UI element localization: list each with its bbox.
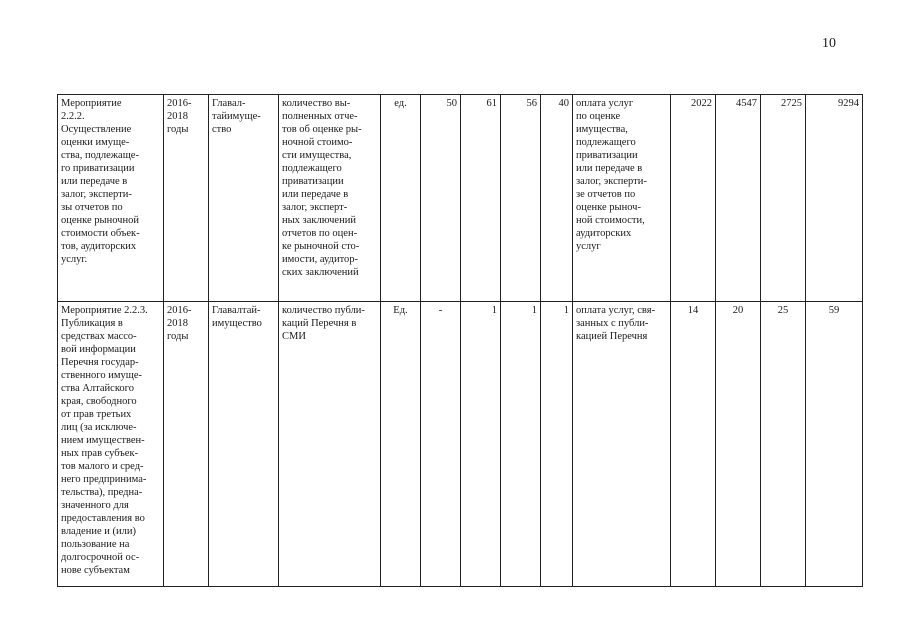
funding-total-cell: 59 [806, 302, 863, 587]
expense-cell: оплата услуг по оценке имущества, подлежащего приватизации или передаче в залог, эксперти- зе отчетов по оценке рыноч- ной стоимости, аудиторских услуг [573, 95, 671, 302]
indicator-value-cell: 56 [501, 95, 541, 302]
funding-total-cell: 9294 [806, 95, 863, 302]
indicator-value-cell: 40 [541, 95, 573, 302]
indicator-value-cell: 50 [421, 95, 461, 302]
indicator-value-cell: 61 [461, 95, 501, 302]
table-row [58, 95, 863, 302]
indicator-value-cell: - [421, 302, 461, 587]
indicator-value-cell: 1 [501, 302, 541, 587]
funding-value-cell: 4547 [716, 95, 761, 302]
funding-value-cell: 2725 [761, 95, 806, 302]
indicator-value-cell: 1 [461, 302, 501, 587]
unit-cell: ед. [381, 95, 421, 302]
measure-cell: Мероприятие 2.2.2. Осуществление оценки имуще- ства, подлежаще- го приватизации или передаче в залог, эксперти- зы отчетов по оценке рыночной стоимости объек- тов, аудиторских услуг. [58, 95, 164, 302]
measure-cell: Мероприятие 2.2.3. Публикация в средствах массо- вой информации Перечня государ- ственного имуще- ства Алтайского края, свободного от прав третьих лиц (за исключе- нием имуществен- ных прав субъек- тов малого и сред- него предпринима- тельства), предна- значенного для предоставления во владение и (или) пользование на долгосрочной ос- нове субъектам [58, 302, 164, 587]
unit-cell: Ед. [381, 302, 421, 587]
funding-value-cell: 25 [761, 302, 806, 587]
funding-value-cell: 14 [671, 302, 716, 587]
indicator-value-cell: 1 [541, 302, 573, 587]
period-cell: 2016- 2018 годы [164, 302, 209, 587]
indicator-cell: количество публи- каций Перечня в СМИ [279, 302, 381, 587]
table-row [58, 302, 863, 587]
executor-cell: Главалтай- имущество [209, 302, 279, 587]
program-measures-table [57, 94, 863, 587]
expense-cell: оплата услуг, свя- занных с публи- кацией Перечня [573, 302, 671, 587]
executor-cell: Главал- тайимуще- ство [209, 95, 279, 302]
indicator-cell: количество вы- полненных отче- тов об оценке ры- ночной стоимо- сти имущества, подлежащего приватизации или передаче в залог, эксперт- ных заключений отчетов по оцен- ке рыночной сто- имости, аудитор- ских заключений [279, 95, 381, 302]
funding-value-cell: 20 [716, 302, 761, 587]
page-number: 10 [822, 36, 836, 51]
period-cell: 2016- 2018 годы [164, 95, 209, 302]
funding-value-cell: 2022 [671, 95, 716, 302]
